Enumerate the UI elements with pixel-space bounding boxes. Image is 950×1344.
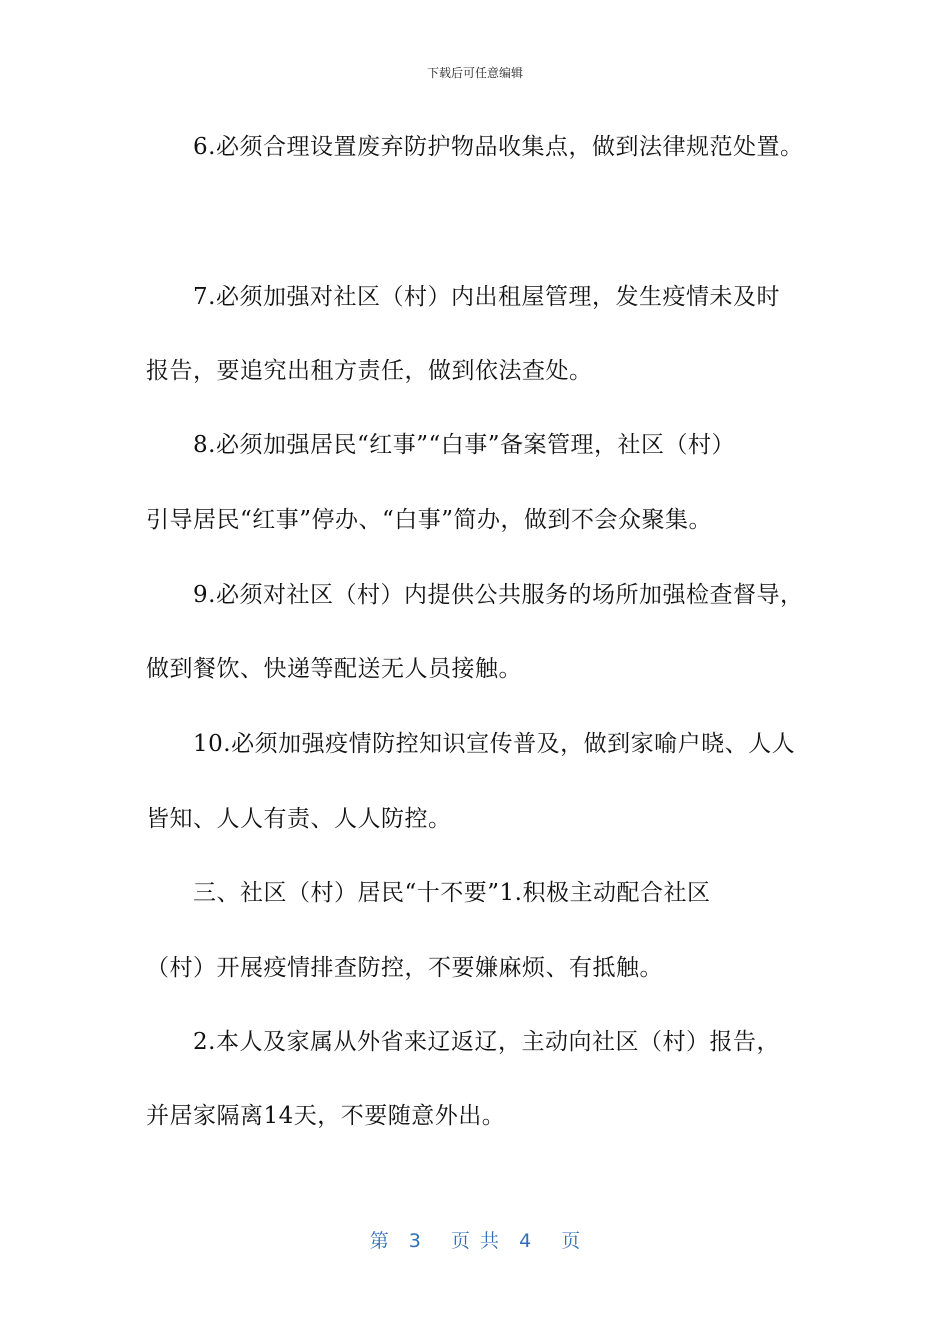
paragraph-line: 皆知、人人有责、人人防控。 xyxy=(146,806,452,832)
paragraph-line: 三、社区（村）居民“十不要”1.积极主动配合社区 xyxy=(193,880,711,906)
paragraph-line: 7.必须加强对社区（村）内出租屋管理，发生疫情未及时 xyxy=(193,284,780,310)
page-number-label: 第 3 页 共 4 页 xyxy=(369,1230,581,1252)
paragraph-line: 8.必须加强居民“红事”“白事”备案管理，社区（村） xyxy=(193,432,735,458)
paragraph-line: 6.必须合理设置废弃防护物品收集点，做到法律规范处置。 xyxy=(193,134,804,160)
paragraph-line: 2.本人及家属从外省来辽返辽，主动向社区（村）报告， xyxy=(193,1029,780,1055)
page-header: 下载后可任意编辑 xyxy=(426,66,523,80)
paragraph-line: 做到餐饮、快递等配送无人员接触。 xyxy=(146,656,522,682)
paragraph-line: （村）开展疫情排查防控，不要嫌麻烦、有抵触。 xyxy=(146,955,663,981)
paragraph-line: 10.必须加强疫情防控知识宣传普及，做到家喻户晓、人人 xyxy=(193,731,796,757)
paragraph-line: 报告，要追究出租方责任，做到依法查处。 xyxy=(146,358,593,384)
page-footer xyxy=(0,1226,950,1253)
paragraph-line: 并居家隔离14天，不要随意外出。 xyxy=(146,1103,506,1129)
paragraph-line: 引导居民“红事”停办、“白事”简办，做到不会众聚集。 xyxy=(146,507,713,533)
paragraph-line: 9.必须对社区（村）内提供公共服务的场所加强检查督导， xyxy=(193,582,804,608)
